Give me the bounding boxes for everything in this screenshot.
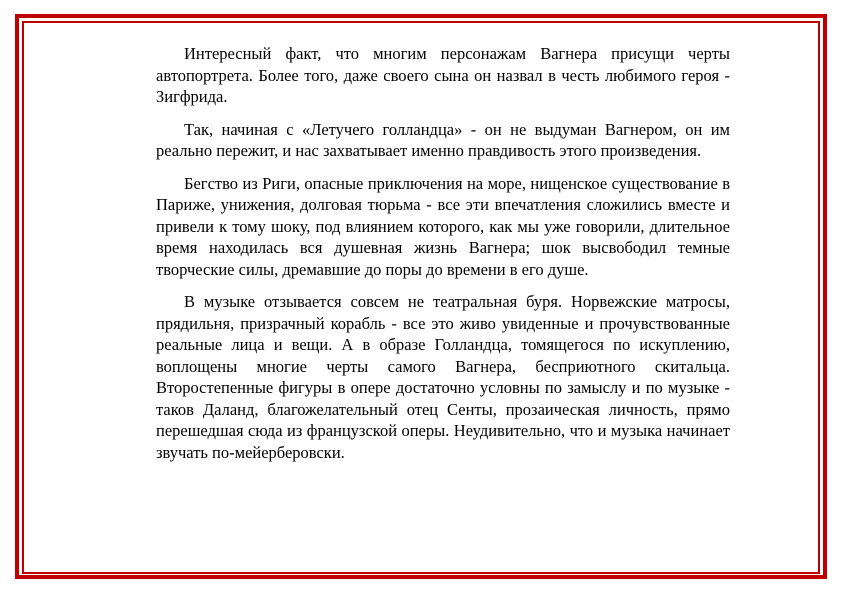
paragraph-1: Интересный факт, что многим персонажам Вагнера присущи черты автопортрета. Более того, даже своего сына он назвал в честь любимого героя - Зигфрида. xyxy=(156,44,730,106)
text-body xyxy=(156,43,730,474)
paragraph-2: Так, начиная с «Летучего голландца» - он не выдуман Вагнером, он им реально пережит, и нас захватывает именно правдивость этого произведения. xyxy=(156,119,730,160)
paragraph-4: В музыке отзывается совсем не театральная буря. Норвежские матросы, прядильня, призрачный корабль - все это живо увиденные и прочувствованные реальные лица и вещи. А в образе Голландца, томящегося по искуплению, воплощены многие черты самого Вагнера, бесприютного скитальца. Второстепенные фигуры в опере достаточно условны по замыслу и по музыке - таков Даланд, благожелательный отец Сенты, прозаическая личность, прямо перешедшая сюда из французской оперы. Неудивительно, что и музыка начинает звучать по-мейерберовски. xyxy=(156,292,730,462)
paragraph-3: Бегство из Риги, опасные приключения на море, нищенское существование в Париже, унижения, долговая тюрьма - все эти впечатления сложились вместе и привели к тому шоку, под влиянием которого, как мы уже говорили, длительное время находилась вся душевная жизнь Вагнера; шок высвободил темные творческие силы, дремавшие до поры до времени в его душе. xyxy=(156,173,730,279)
